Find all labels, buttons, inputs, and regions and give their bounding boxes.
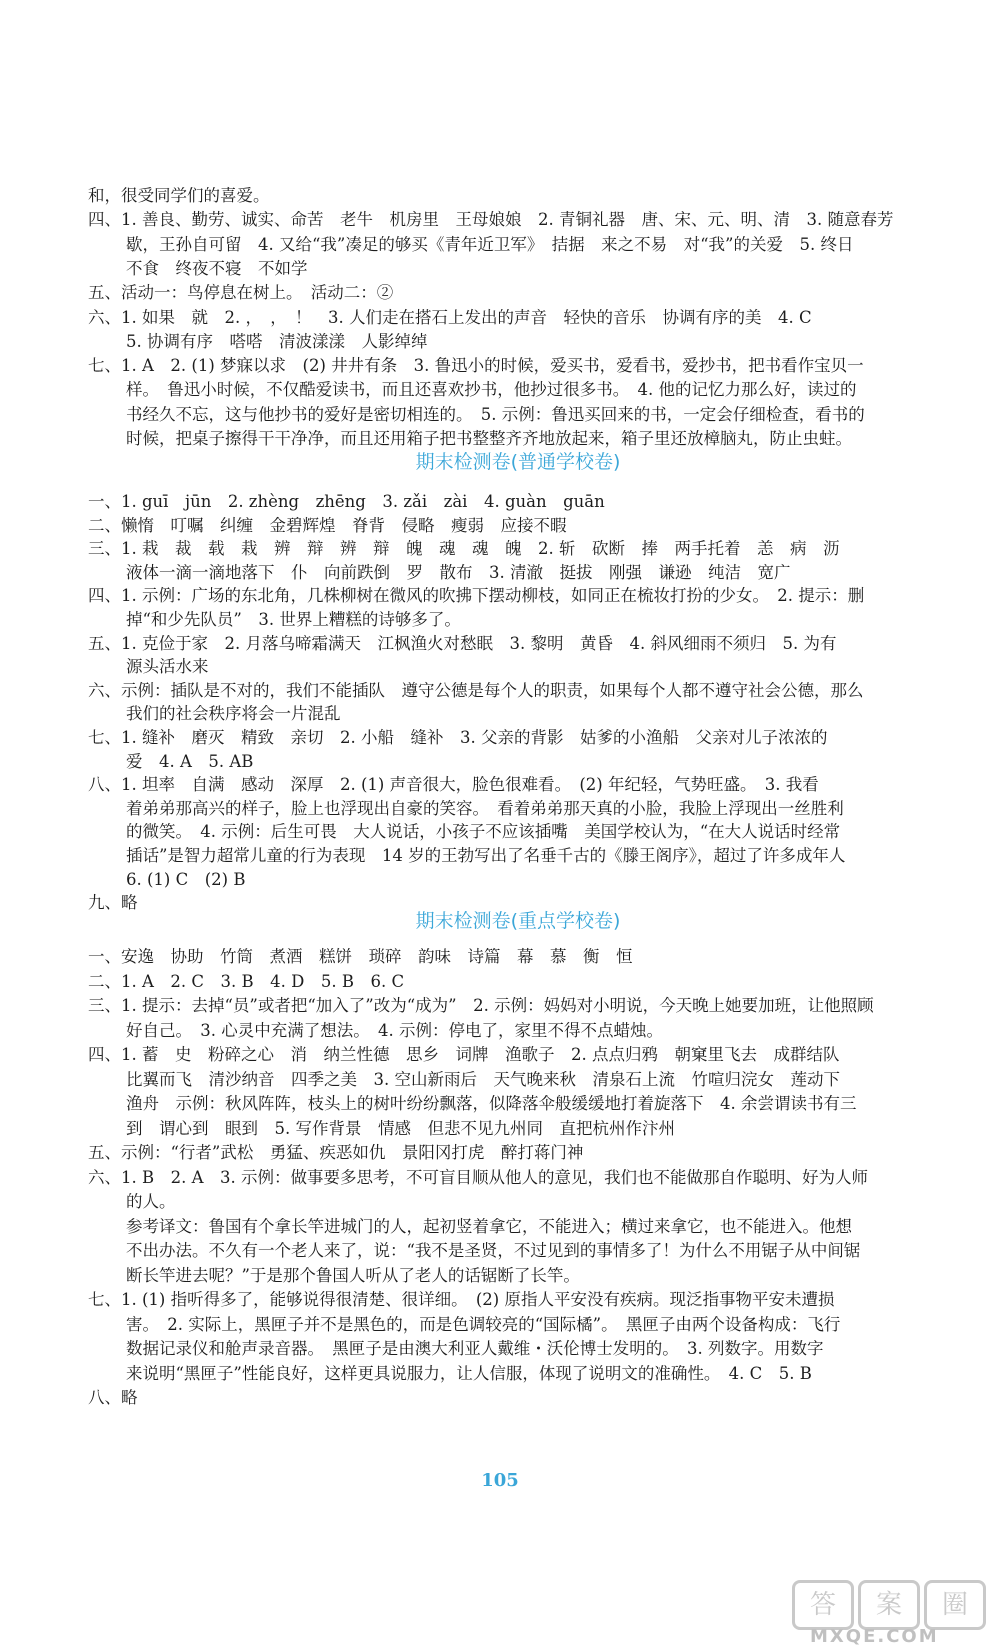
answer-line: 歇，王孙自可留 4. 又给“我”凑足的够买《青年近卫军》 拮据 来之不易 对“我”的关爱 5. 终日	[126, 234, 854, 254]
answer-line: 5. 协调有序 嗒嗒 清波漾漾 人影绰绰	[126, 331, 428, 351]
page-number: 105	[481, 1470, 519, 1491]
answer-line: 二、1. A 2. C 3. B 4. D 5. B 6. C	[88, 971, 405, 991]
section-title-key: 期末检测卷(重点学校卷)	[415, 910, 621, 932]
answer-line: 我们的社会秩序将会一片混乱	[126, 704, 341, 724]
answer-line: 样。 鲁迅小时候，不仅酷爱读书，而且还喜欢抄书，他抄过很多书。 4. 他的记忆力那么好，读过的	[126, 380, 857, 400]
answer-line: 来说明“黑匣子”性能良好，这样更具说服力，让人信服，体现了说明文的准确性。 4. C 5. B	[126, 1363, 812, 1383]
answer-line: 七、1. (1) 指听得多了，能够说得很清楚、很详细。 (2) 原指人平安没有疾病。现泛指事物平安未遭损	[88, 1290, 835, 1309]
answer-line: 不出办法。不久有一个老人来了，说：“我不是圣贤，不过见到的事情多了！为什么不用锯子从中间锯	[126, 1241, 861, 1260]
answer-line: 到 谓心到 眼到 5. 写作背景 情感 但悲不见九州同 直把杭州作汴州	[126, 1118, 675, 1138]
answer-line: 参考译文：鲁国有个拿长竿进城门的人，起初竖着拿它，不能进入；横过来拿它，也不能进入。他想	[126, 1216, 852, 1236]
answer-line: 一、安逸 协助 竹筒 煮酒 糕饼 琐碎 韵味 诗篇 幕 慕 衡 恒	[88, 947, 633, 966]
answer-line: 掉“和少先队员” 3. 世界上糟糕的诗够多了。	[126, 610, 461, 629]
answer-line: 八、1. 坦率 自满 感动 深厚 2. (1) 声音很大，脸色很难看。 (2) 年纪轻，气势旺盛。 3. 我看	[88, 775, 819, 795]
answer-line: 比翼而飞 清沙纳音 四季之美 3. 空山新雨后 天气晚来秋 清泉石上流 竹喧归浣女 莲动下	[126, 1069, 840, 1089]
answer-line: 五、1. 克俭于家 2. 月落乌啼霜满天 江枫渔火对愁眠 3. 黎明 黄昏 4. 斜风细雨不须归 5. 为有	[88, 633, 837, 653]
watermark-url: MXQE.COM	[810, 1626, 939, 1647]
answer-line: 不食 终夜不寝 不如学	[126, 258, 308, 278]
answer-line: 渔舟 示例：秋风阵阵，枝头上的树叶纷纷飘落，似降落伞般缓缓地打着旋落下 4. 余尝谓读书有三	[126, 1094, 857, 1113]
answer-line: 的微笑。 4. 示例：后生可畏 大人说话，小孩子不应该插嘴 美国学校认为，“在大人说话时经常	[126, 822, 841, 842]
watermark-char: 案	[858, 1580, 920, 1630]
answer-line: 三、1. 栽 裁 载 栽 辨 辩 辨 辩 魄 魂 魂 魄 2. 斩 砍断 捧 两手托着 恙 病 沥	[88, 539, 840, 559]
answer-line: 断长竿进去呢？”于是那个鲁国人听从了老人的话锯断了长竿。	[126, 1265, 580, 1285]
answer-line: 七、1. A 2. (1) 梦寐以求 (2) 井井有条 3. 鲁迅小的时候，爱买书，爱看书，爱抄书，把书看作宝贝一	[88, 356, 864, 376]
answer-line: 二、懒惰 叮嘱 纠缠 金碧辉煌 脊背 侵略 瘦弱 应接不暇	[88, 515, 567, 535]
answer-line: 五、活动一：鸟停息在树上。 活动二：②	[88, 283, 394, 303]
answer-line: 一、1. guī jūn 2. zhèng zhēng 3. zǎi zài 4. guàn guān	[88, 492, 605, 511]
watermark-char: 圈	[924, 1580, 986, 1630]
answer-line: 六、1. B 2. A 3. 示例：做事要多思考，不可盲目顺从他人的意见，我们也不能做那自作聪明、好为人师	[88, 1167, 869, 1187]
answer-line: 三、1. 提示：去掉“员”或者把“加入了”改为“成为” 2. 示例：妈妈对小明说，今天晚上她要加班，让他照顾	[88, 996, 874, 1015]
answer-line: 八、略	[88, 1388, 138, 1407]
watermark-logo	[792, 1580, 992, 1646]
answer-line: 的人。	[126, 1192, 176, 1211]
answer-line: 数据记录仪和舱声录音器。 黑匣子是由澳大利亚人戴维・沃伦博士发明的。 3. 列数字。用数字	[126, 1339, 824, 1358]
answer-line: 爱 4. A 5. AB	[126, 751, 254, 771]
answer-line: 六、1. 如果 就 2. ， ， ！ 3. 人们走在搭石上发出的声音 轻快的音乐 协调有序的美 4. C	[88, 307, 812, 327]
watermark-char: 答	[792, 1580, 854, 1630]
answer-line: 害。 2. 实际上，黑匣子并不是黑色的，而是色调较亮的“国际橘”。 黑匣子由两个设备构成：飞行	[126, 1314, 841, 1334]
answer-line: 五、示例：“行者”武松 勇猛、疾恶如仇 景阳冈打虎 醉打蒋门神	[88, 1143, 584, 1162]
section-title-ordinary: 期末检测卷(普通学校卷)	[415, 451, 621, 473]
answer-line: 源头活水来	[126, 657, 209, 677]
answer-line: 6. (1) C (2) B	[126, 869, 246, 889]
answer-line: 插话”是智力超常儿童的行为表现 14 岁的王勃写出了名垂千古的《滕王阁序》，超过了许多成年人	[126, 846, 846, 865]
answer-line: 六、示例：插队是不对的，我们不能插队 遵守公德是每个人的职责，如果每个人都不遵守社会公德，那么	[88, 680, 864, 700]
answer-line: 九、略	[88, 893, 138, 913]
answer-line: 四、1. 蓄 史 粉碎之心 消 纳兰性德 思乡 词牌 渔歌子 2. 点点归鸦 朝窠里飞去 成群结队	[88, 1045, 840, 1064]
answer-line: 书经久不忘，这与他抄书的爱好是密切相连的。 5. 示例：鲁迅买回来的书，一定会仔细检查，看书的	[126, 404, 865, 424]
answer-line: 四、1. 示例：广场的东北角，几株柳树在微风的吹拂下摆动柳枝，如同正在梳妆打扮的少女。 2. 提示：删	[88, 586, 865, 606]
answer-line: 好自己。 3. 心灵中充满了想法。 4. 示例：停电了，家里不得不点蜡烛。	[126, 1020, 663, 1040]
answer-line: 和，很受同学们的喜爱。	[88, 186, 270, 205]
answer-line: 时候，把桌子擦得干干净净，而且还用箱子把书整整齐齐地放起来，箱子里还放樟脑丸，防止虫蛀。	[126, 429, 852, 448]
answer-line: 七、1. 缝补 磨灭 精致 亲切 2. 小船 缝补 3. 父亲的背影 姑爹的小渔船 父亲对儿子浓浓的	[88, 728, 828, 747]
answer-line: 着弟弟那高兴的样子，脸上也浮现出自豪的笑容。 看着弟弟那天真的小脸，我脸上浮现出一丝胜利	[126, 798, 844, 818]
answer-line: 四、1. 善良、勤劳、诚实、命苦 老牛 机房里 王母娘娘 2. 青铜礼器 唐、宋、元、明、清 3. 随意春芳	[88, 210, 894, 230]
answer-line: 液体一滴一滴地落下 仆 向前跌倒 罗 散布 3. 清澈 挺拔 刚强 谦逊 纯洁 宽广	[126, 562, 791, 582]
